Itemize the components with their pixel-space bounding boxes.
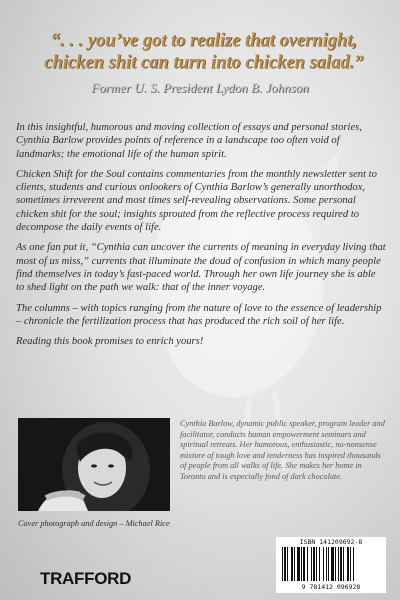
barcode-bar bbox=[328, 547, 329, 581]
isbn-label: ISBN 141209692-8 bbox=[299, 538, 363, 546]
quote bbox=[18, 30, 390, 74]
quote-line-1: “. . . you’ve got to realize that overnight, bbox=[50, 31, 358, 51]
barcode-bar bbox=[297, 547, 300, 581]
quote-attribution: Former U. S. President Lydon B. Johnson bbox=[91, 80, 309, 95]
publisher-logo: TRAFFORD bbox=[40, 569, 132, 588]
barcode-bar bbox=[347, 547, 349, 581]
blurb-paragraph: The columns – with topics ranging from the nature of love to the essence of leadership – chronicle the fertilization process that has produced the rich soil of her life. bbox=[16, 302, 382, 327]
barcode-bar bbox=[350, 547, 351, 581]
barcode-bar bbox=[282, 547, 283, 581]
barcode-bar bbox=[353, 547, 354, 581]
barcode-bar bbox=[294, 547, 295, 581]
quote-line-2: chicken shit can turn into chicken salad.” bbox=[44, 53, 364, 73]
barcode-bar bbox=[343, 547, 344, 581]
barcode-bar bbox=[311, 547, 312, 581]
barcode-bar bbox=[323, 547, 324, 581]
barcode-bar bbox=[291, 547, 293, 581]
barcode-bar bbox=[319, 547, 320, 581]
barcode-bar bbox=[340, 547, 342, 581]
barcode-bar bbox=[316, 547, 317, 581]
blurb-paragraph: Chicken Shift for the Soul contains commentaries from the monthly newsletter sent to clients, students and curious onlookers of Cynthia Barlow’s generally unorthodox, sometimes irreverent and most times self-revealing observations. Some personal chicken shit for the soul; insights sprouted from the reflective process required to decompose the daily events of life. bbox=[16, 168, 377, 234]
blurb-paragraph: In this insightful, humorous and moving collection of essays and personal stories, Cynthia Barlow provides points of reference in a landscape too often void of landmarks; the emotional life of the human spirit. bbox=[16, 122, 362, 160]
barcode-bar bbox=[331, 547, 334, 581]
barcode-bar bbox=[313, 547, 315, 581]
barcode-bar bbox=[303, 547, 305, 581]
barcode-bar bbox=[287, 547, 288, 581]
author-portrait-image bbox=[18, 418, 170, 511]
barcode-bar bbox=[338, 547, 339, 581]
blurb-paragraph: Reading this book promises to enrich yours! bbox=[16, 336, 204, 348]
barcode-bar bbox=[335, 547, 336, 581]
author-bio: Cynthia Barlow, dynamic public speaker, program leader and facilitator, conducts human empowerment seminars and spiritual retreats. Her humorous, enthusiastic, no-nonsense mixture of tough love and tenderness has inspired thousands of people from all walks of life. She makes her home in Toronto and is especially fond of dark chocolate. bbox=[180, 419, 385, 481]
blurb-paragraph: As one fan put it, “Cynthia can uncover the currents of meaning in everyday living that most of us miss,” currents that illuminate the doud of confusion in which many people find themselves in today’s fast-paced world. Through her own life journey she is able to shed light on the path we walk: that of the inner voyage. bbox=[16, 242, 386, 294]
barcode-bar bbox=[307, 547, 308, 581]
barcode-bar bbox=[301, 547, 302, 581]
author-photo bbox=[18, 418, 170, 511]
barcode-bar bbox=[284, 547, 286, 581]
photo-caption: Cover photograph and design – Michael Rice bbox=[18, 519, 170, 528]
blurb-text bbox=[16, 121, 386, 355]
barcode-digits: 9 781412 096928 bbox=[301, 583, 361, 591]
isbn-barcode bbox=[276, 537, 386, 593]
barcode-bars bbox=[281, 547, 381, 583]
barcode-bar bbox=[326, 547, 327, 581]
